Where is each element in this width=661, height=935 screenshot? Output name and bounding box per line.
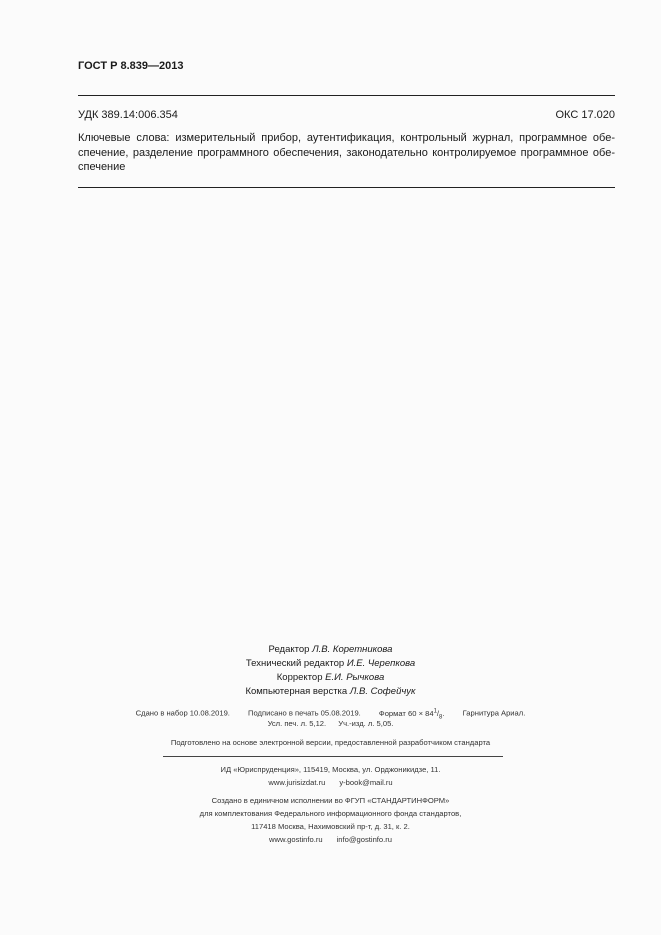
credit-role: Корректор [276,672,323,683]
signed-date: Подписано в печать 05.08.2019. [248,708,361,718]
credit-name: Л.В. Коретникова [312,644,393,655]
typeface: Гарнитура Ариал. [462,708,526,718]
submitted-date: Сдано в набор 10.08.2019. [135,708,230,718]
publisher-site-link[interactable]: www.jurisizdat.ru [268,778,326,787]
credit-editor [0,643,661,657]
publisher-email-link[interactable]: y-book@mail.ru [339,778,393,787]
credit-role: Редактор [268,644,310,655]
credit-name: Л.В. Софейчук [349,686,416,697]
publisher-address: ИД «Юриспруденция», 115419, Москва, ул. Орджоникидзе, 11. [220,765,441,774]
creator-contacts [0,833,661,846]
top-rule [78,95,615,96]
print-details-line-2 [0,719,661,728]
credit-name: И.Е. Черепкова [346,658,416,669]
prepared-note: Подготовлено на основе электронной версии, предоставленной разработчиком стандарта [170,738,491,747]
creator-line-2: для комплектования Федерального информационного фонда стандартов, [199,809,462,818]
creator-site-link[interactable]: www.gostinfo.ru [268,835,323,844]
credit-role: Компьютерная верстка [245,686,348,697]
creator-block [0,794,661,846]
credit-layout [0,685,661,699]
keywords-line-2: спечение, разделение программного обеспечения, законодательно контролируемое программное обе- [78,146,615,159]
document-code: ГОСТ Р 8.839—2013 [78,60,184,72]
divider [163,756,503,757]
keywords-line-3: спечение [78,161,126,173]
credits-block [0,643,661,699]
bottom-rule [78,187,615,188]
credit-tech-editor [0,657,661,671]
creator-line-3: 117418 Москва, Нахимовский пр-т, д. 31, к. 2. [251,822,410,831]
creator-line-1: Создано в единичном исполнении во ФГУП «СТАНДАРТИНФОРМ» [211,796,450,805]
keywords-line-1: Ключевые слова: измерительный прибор, аутентификация, контрольный журнал, программное обе- [78,132,615,144]
credit-name: Е.И. Рычкова [325,672,385,683]
creator-email-link[interactable]: info@gostinfo.ru [336,835,393,844]
paper-format: Формат $60 \times 84^1/_8$. [378,708,445,721]
keywords-paragraph [78,131,615,175]
credit-corrector [0,671,661,685]
print-sheets: Усл. печ. л. 5,12. [267,719,327,728]
oks-code: ОКС 17.020 [555,109,615,121]
credit-role: Технический редактор [245,658,345,669]
udk-code: УДК 389.14:006.354 [78,109,178,121]
publisher-contacts [0,776,661,789]
publication-sheets: Уч.-изд. л. 5,05. [338,719,394,728]
publisher-block [0,763,661,789]
